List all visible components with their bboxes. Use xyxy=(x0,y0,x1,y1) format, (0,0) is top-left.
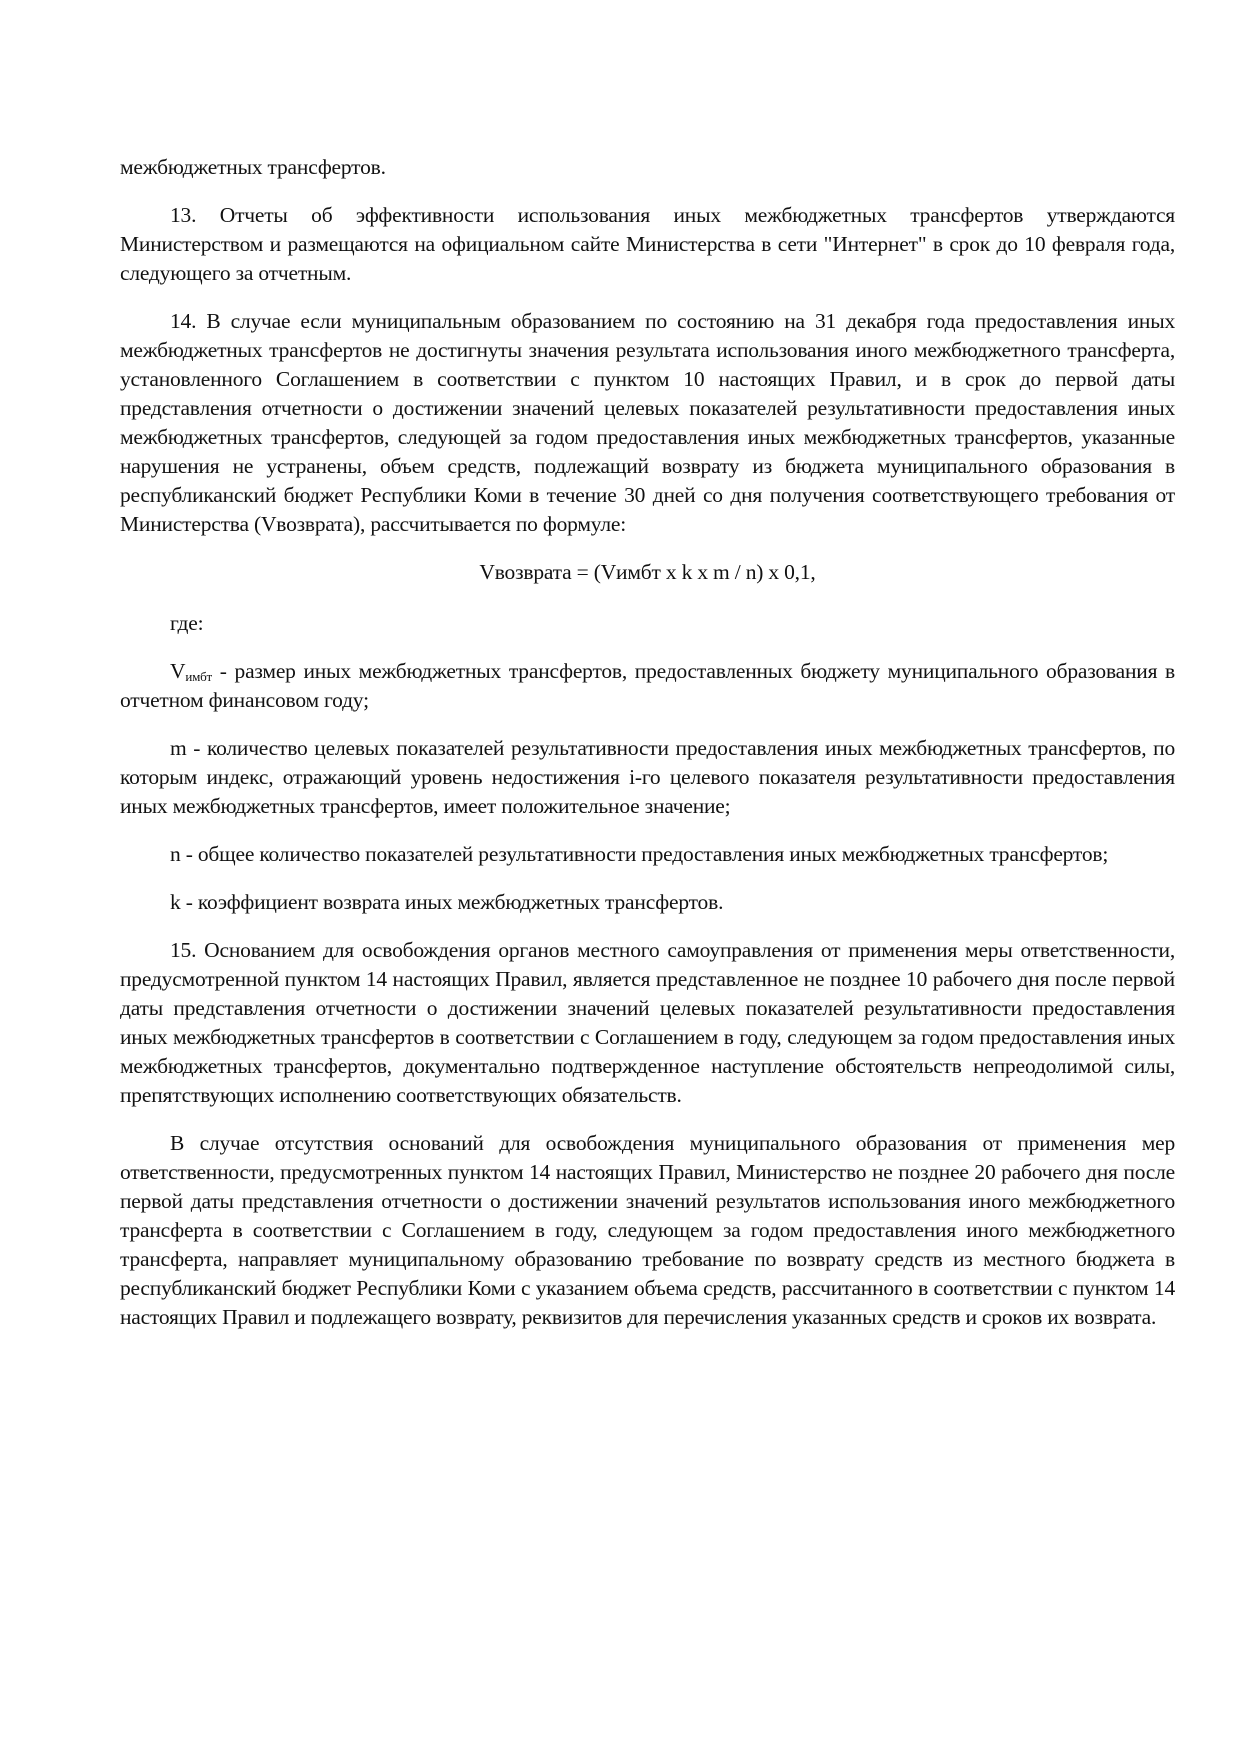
paragraph-15: 15. Основанием для освобождения органов местного самоуправления от применения меры ответственности, предусмотренной пунктом 14 настоящих Правил, является представленное не позднее 10 рабочего дня после первой даты представления отчетности о достижении значений целевых показателей результативности предоставления иных межбюджетных трансфертов в соответствии с Соглашением в году, следующем за годом предоставления иных межбюджетных трансфертов, документально подтвержденное наступление обстоятельств непреодолимой силы, препятствующих исполнению соответствующих обязательств. xyxy=(120,938,1175,1107)
paragraph-15-continued: В случае отсутствия оснований для освобождения муниципального образования от применения мер ответственности, предусмотренных пунктом 14 настоящих Правил, Министерство не позднее 20 рабочего дня после первой даты представления отчетности о достижении значений результатов использования иного межбюджетного трансферта в соответствии с Соглашением в году, следующем за годом предоставления иного межбюджетного трансферта, направляет муниципальному образованию требование по возврату средств из местного бюджета в республиканский бюджет Республики Коми с указанием объема средств, рассчитанного в соответствии с пунктом 14 настоящих Правил и подлежащего возврату, реквизитов для перечисления указанных средств и сроков их возврата. xyxy=(120,1131,1175,1329)
document-page xyxy=(120,153,1175,1351)
v-subscript: имбт xyxy=(185,669,213,684)
definition-k: k - коэффициент возврата иных межбюджетных трансфертов. xyxy=(170,890,724,914)
formula: Vвозврата = (Vимбт x k x m / n) x 0,1, xyxy=(479,560,816,584)
paragraph-continuation: межбюджетных трансфертов. xyxy=(120,155,386,179)
v-symbol: V xyxy=(170,659,186,683)
definition-n: n - общее количество показателей результативности предоставления иных межбюджетных трансфертов; xyxy=(170,842,1109,866)
v-definition: - размер иных межбюджетных трансфертов, предоставленных бюджету муниципального образования в отчетном финансовом году; xyxy=(120,659,1175,712)
paragraph-14: 14. В случае если муниципальным образованием по состоянию на 31 декабря года предоставления иных межбюджетных трансфертов не достигнуты значения результата использования иного межбюджетного трансферта, установленного Соглашением в соответствии с пунктом 10 настоящих Правил, и в срок до первой даты представления отчетности о достижении значений целевых показателей результативности предоставления иных межбюджетных трансфертов, следующей за годом предоставления иных межбюджетных трансфертов, указанные нарушения не устранены, объем средств, подлежащий возврату из бюджета муниципального образования в республиканский бюджет Республики Коми в течение 30 дней со дня получения соответствующего требования от Министерства (Vвозврата), рассчитывается по формуле: xyxy=(120,309,1175,536)
where-label: где: xyxy=(170,611,204,635)
definition-m: m - количество целевых показателей результативности предоставления иных межбюджетных трансфертов, по которым индекс, отражающий уровень недостижения i-го целевого показателя результативности предоставления иных межбюджетных трансфертов, имеет положительное значение; xyxy=(120,736,1175,818)
definition-v xyxy=(120,657,1175,715)
paragraph-13: 13. Отчеты об эффективности использования иных межбюджетных трансфертов утверждаются Министерством и размещаются на официальном сайте Министерства в сети "Интернет" в срок до 10 февраля года, следующего за отчетным. xyxy=(120,203,1175,285)
